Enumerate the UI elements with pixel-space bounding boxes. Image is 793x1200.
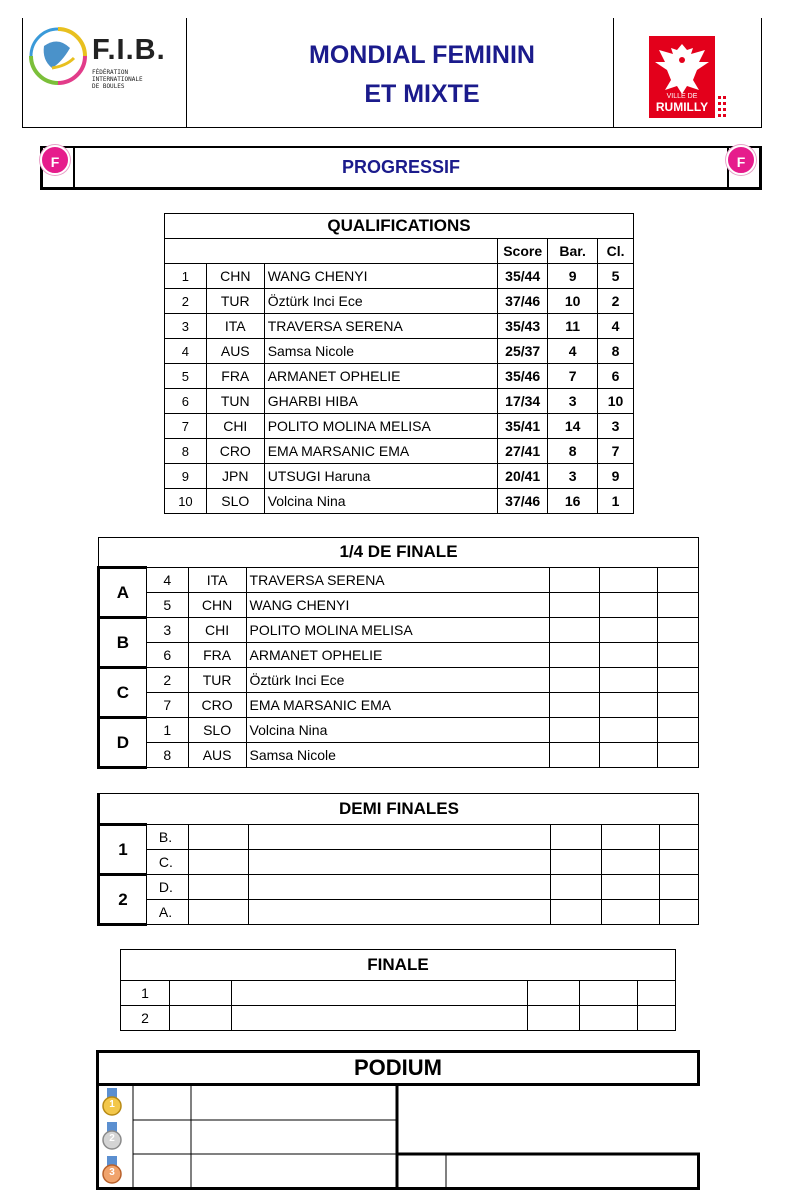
qualification-row (165, 389, 634, 414)
score-value: 20/41 (498, 464, 548, 489)
player-name: Samsa Nicole (246, 743, 549, 768)
country-cell (188, 825, 248, 850)
country-code: ITA (206, 314, 264, 339)
score-cell (658, 718, 699, 743)
country-code: TUR (206, 289, 264, 314)
semi-final-row (99, 825, 699, 850)
qualification-row (165, 339, 634, 364)
row-number: 8 (165, 439, 207, 464)
match-group-label: 1 (99, 825, 147, 875)
seed-number: 5 (146, 593, 188, 618)
name-cell (248, 875, 551, 900)
qualifications-title: QUALIFICATIONS (165, 214, 634, 239)
qualification-row (165, 464, 634, 489)
match-group-label: 2 (99, 875, 147, 925)
score-cell (549, 618, 600, 643)
column-header-rank: Cl. (598, 239, 634, 264)
final-table (120, 949, 676, 1031)
slot-label: 2 (121, 1006, 170, 1031)
semi-final-row (99, 900, 699, 925)
score-value: 27/41 (498, 439, 548, 464)
quarter-final-title: 1/4 DE FINALE (99, 538, 699, 568)
country-code: TUR (188, 668, 246, 693)
podium-section (96, 1050, 700, 1190)
podium-title: PODIUM (96, 1050, 700, 1086)
slot-label: C. (146, 850, 188, 875)
fib-subtitle: FÉDÉRATION INTERNATIONALE DE BOULES (92, 69, 143, 90)
medal-silver-icon (101, 1122, 123, 1152)
final-title: FINALE (121, 950, 676, 981)
female-badge-left: F (40, 145, 70, 175)
seed-number: 2 (146, 668, 188, 693)
score-cell (602, 900, 660, 925)
player-name: Volcina Nina (246, 718, 549, 743)
rank-value: 5 (598, 264, 634, 289)
player-name: EMA MARSANIC EMA (264, 439, 498, 464)
score-cell (638, 981, 676, 1006)
quarter-final-row (99, 593, 699, 618)
score-cell (549, 668, 600, 693)
bar-value: 9 (548, 264, 598, 289)
score-cell (602, 825, 660, 850)
player-name: Samsa Nicole (264, 339, 498, 364)
country-cell (188, 875, 248, 900)
qualification-row (165, 314, 634, 339)
seed-number: 3 (146, 618, 188, 643)
score-value: 35/44 (498, 264, 548, 289)
row-number: 4 (165, 339, 207, 364)
row-number: 6 (165, 389, 207, 414)
bar-value: 4 (548, 339, 598, 364)
score-cell (528, 981, 580, 1006)
country-code: FRA (188, 643, 246, 668)
qualifications-table (164, 213, 634, 514)
country-code: JPN (206, 464, 264, 489)
rumilly-logo (649, 36, 731, 118)
qualification-row (165, 439, 634, 464)
score-cell (658, 643, 699, 668)
bar-value: 14 (548, 414, 598, 439)
score-cell (658, 568, 699, 593)
country-code: AUS (206, 339, 264, 364)
score-value: 17/34 (498, 389, 548, 414)
country-code: CHI (188, 618, 246, 643)
bar-value: 3 (548, 464, 598, 489)
score-cell (660, 850, 699, 875)
score-value: 37/46 (498, 289, 548, 314)
score-cell (549, 568, 600, 593)
page-title: MONDIAL FEMININ ET MIXTE (309, 41, 535, 108)
rank-value: 4 (598, 314, 634, 339)
score-cell (600, 593, 658, 618)
country-code: ITA (188, 568, 246, 593)
semi-final-title: DEMI FINALES (99, 794, 699, 825)
qualification-row (165, 364, 634, 389)
seed-number: 8 (146, 743, 188, 768)
row-number: 10 (165, 489, 207, 514)
country-code: SLO (188, 718, 246, 743)
player-name: WANG CHENYI (264, 264, 498, 289)
score-value: 37/46 (498, 489, 548, 514)
quarter-final-row (99, 718, 699, 743)
fib-name: F.I.B. (92, 34, 166, 66)
medal-bronze-icon (101, 1156, 123, 1186)
country-code: TUN (206, 389, 264, 414)
score-cell (549, 693, 600, 718)
country-code: SLO (206, 489, 264, 514)
score-cell (600, 568, 658, 593)
score-cell (549, 593, 600, 618)
bar-value: 11 (548, 314, 598, 339)
seed-number: 4 (146, 568, 188, 593)
score-cell (658, 693, 699, 718)
quarter-final-row (99, 643, 699, 668)
column-header-score: Score (498, 239, 548, 264)
name-cell (248, 825, 551, 850)
bar-value: 16 (548, 489, 598, 514)
player-name: POLITO MOLINA MELISA (246, 618, 549, 643)
country-cell (188, 900, 248, 925)
score-cell (600, 743, 658, 768)
row-number: 3 (165, 314, 207, 339)
score-cell (658, 743, 699, 768)
player-name: Öztürk Inci Ece (264, 289, 498, 314)
country-cell (169, 981, 231, 1006)
medal-rank: 2 (109, 1133, 115, 1144)
rank-value: 2 (598, 289, 634, 314)
player-name: WANG CHENYI (246, 593, 549, 618)
bar-value: 10 (548, 289, 598, 314)
slot-label: D. (146, 875, 188, 900)
country-cell (188, 850, 248, 875)
final-row (121, 981, 676, 1006)
row-number: 1 (165, 264, 207, 289)
semi-final-row (99, 875, 699, 900)
score-cell (660, 825, 699, 850)
city-label: VILLE DE (666, 93, 698, 100)
slot-label: A. (146, 900, 188, 925)
rank-value: 3 (598, 414, 634, 439)
bar-value: 7 (548, 364, 598, 389)
seed-number: 6 (146, 643, 188, 668)
seed-number: 1 (146, 718, 188, 743)
score-cell (638, 1006, 676, 1031)
match-group-label: D (99, 718, 147, 768)
fib-logo-icon (22, 18, 92, 98)
score-cell (600, 693, 658, 718)
player-name: Volcina Nina (264, 489, 498, 514)
country-code: FRA (206, 364, 264, 389)
slot-label: B. (146, 825, 188, 850)
medal-rank: 1 (109, 1099, 115, 1110)
rank-value: 9 (598, 464, 634, 489)
score-cell (602, 875, 660, 900)
semi-final-row (99, 850, 699, 875)
name-cell (231, 1006, 527, 1031)
score-cell (580, 1006, 638, 1031)
score-value: 35/46 (498, 364, 548, 389)
quarter-final-row (99, 618, 699, 643)
slot-label: 1 (121, 981, 170, 1006)
score-cell (551, 875, 602, 900)
score-cell (549, 643, 600, 668)
row-number: 9 (165, 464, 207, 489)
country-code: CHI (206, 414, 264, 439)
rank-value: 8 (598, 339, 634, 364)
score-cell (551, 825, 602, 850)
country-code: CRO (206, 439, 264, 464)
score-cell (660, 900, 699, 925)
quarter-final-table (97, 537, 699, 769)
score-value: 25/37 (498, 339, 548, 364)
score-cell (549, 718, 600, 743)
score-cell (600, 618, 658, 643)
score-cell (600, 718, 658, 743)
player-name: TRAVERSA SERENA (264, 314, 498, 339)
score-cell (551, 900, 602, 925)
score-value: 35/43 (498, 314, 548, 339)
player-name: TRAVERSA SERENA (246, 568, 549, 593)
name-cell (248, 850, 551, 875)
score-cell (658, 593, 699, 618)
score-cell (600, 668, 658, 693)
quarter-final-row (99, 693, 699, 718)
category-bar (40, 146, 762, 190)
qualification-row (165, 289, 634, 314)
row-number: 7 (165, 414, 207, 439)
score-cell (658, 618, 699, 643)
country-code: CHN (188, 593, 246, 618)
country-code: CRO (188, 693, 246, 718)
score-cell (551, 850, 602, 875)
rank-value: 1 (598, 489, 634, 514)
podium-grid (96, 1050, 700, 1190)
category-title: PROGRESSIF (73, 148, 729, 187)
player-name: Öztürk Inci Ece (246, 668, 549, 693)
seed-number: 7 (146, 693, 188, 718)
female-badge-right: F (726, 145, 756, 175)
player-name: ARMANET OPHELIE (246, 643, 549, 668)
rank-value: 6 (598, 364, 634, 389)
match-group-label: B (99, 618, 147, 668)
score-cell (580, 981, 638, 1006)
qualification-row (165, 414, 634, 439)
player-name: EMA MARSANIC EMA (246, 693, 549, 718)
score-cell (528, 1006, 580, 1031)
score-value: 35/41 (498, 414, 548, 439)
row-number: 5 (165, 364, 207, 389)
player-name: UTSUGI Haruna (264, 464, 498, 489)
player-name: GHARBI HIBA (264, 389, 498, 414)
qualification-row (165, 489, 634, 514)
name-cell (231, 981, 527, 1006)
medal-gold-icon (101, 1088, 123, 1118)
medal-rank: 3 (109, 1167, 115, 1178)
match-group-label: C (99, 668, 147, 718)
name-cell (248, 900, 551, 925)
score-cell (658, 668, 699, 693)
column-header-bar: Bar. (548, 239, 598, 264)
player-name: ARMANET OPHELIE (264, 364, 498, 389)
quarter-final-row (99, 568, 699, 593)
quarter-final-row (99, 743, 699, 768)
rank-value: 10 (598, 389, 634, 414)
semi-final-table (97, 793, 699, 926)
match-group-label: A (99, 568, 147, 618)
player-name: POLITO MOLINA MELISA (264, 414, 498, 439)
quarter-final-row (99, 668, 699, 693)
country-code: AUS (188, 743, 246, 768)
qualification-row (165, 264, 634, 289)
bar-value: 8 (548, 439, 598, 464)
city-name: RUMILLY (655, 100, 709, 114)
score-cell (660, 875, 699, 900)
score-cell (549, 743, 600, 768)
score-cell (602, 850, 660, 875)
bar-value: 3 (548, 389, 598, 414)
rank-value: 7 (598, 439, 634, 464)
document-header (22, 18, 762, 128)
country-cell (169, 1006, 231, 1031)
country-code: CHN (206, 264, 264, 289)
row-number: 2 (165, 289, 207, 314)
score-cell (600, 643, 658, 668)
final-row (121, 1006, 676, 1031)
